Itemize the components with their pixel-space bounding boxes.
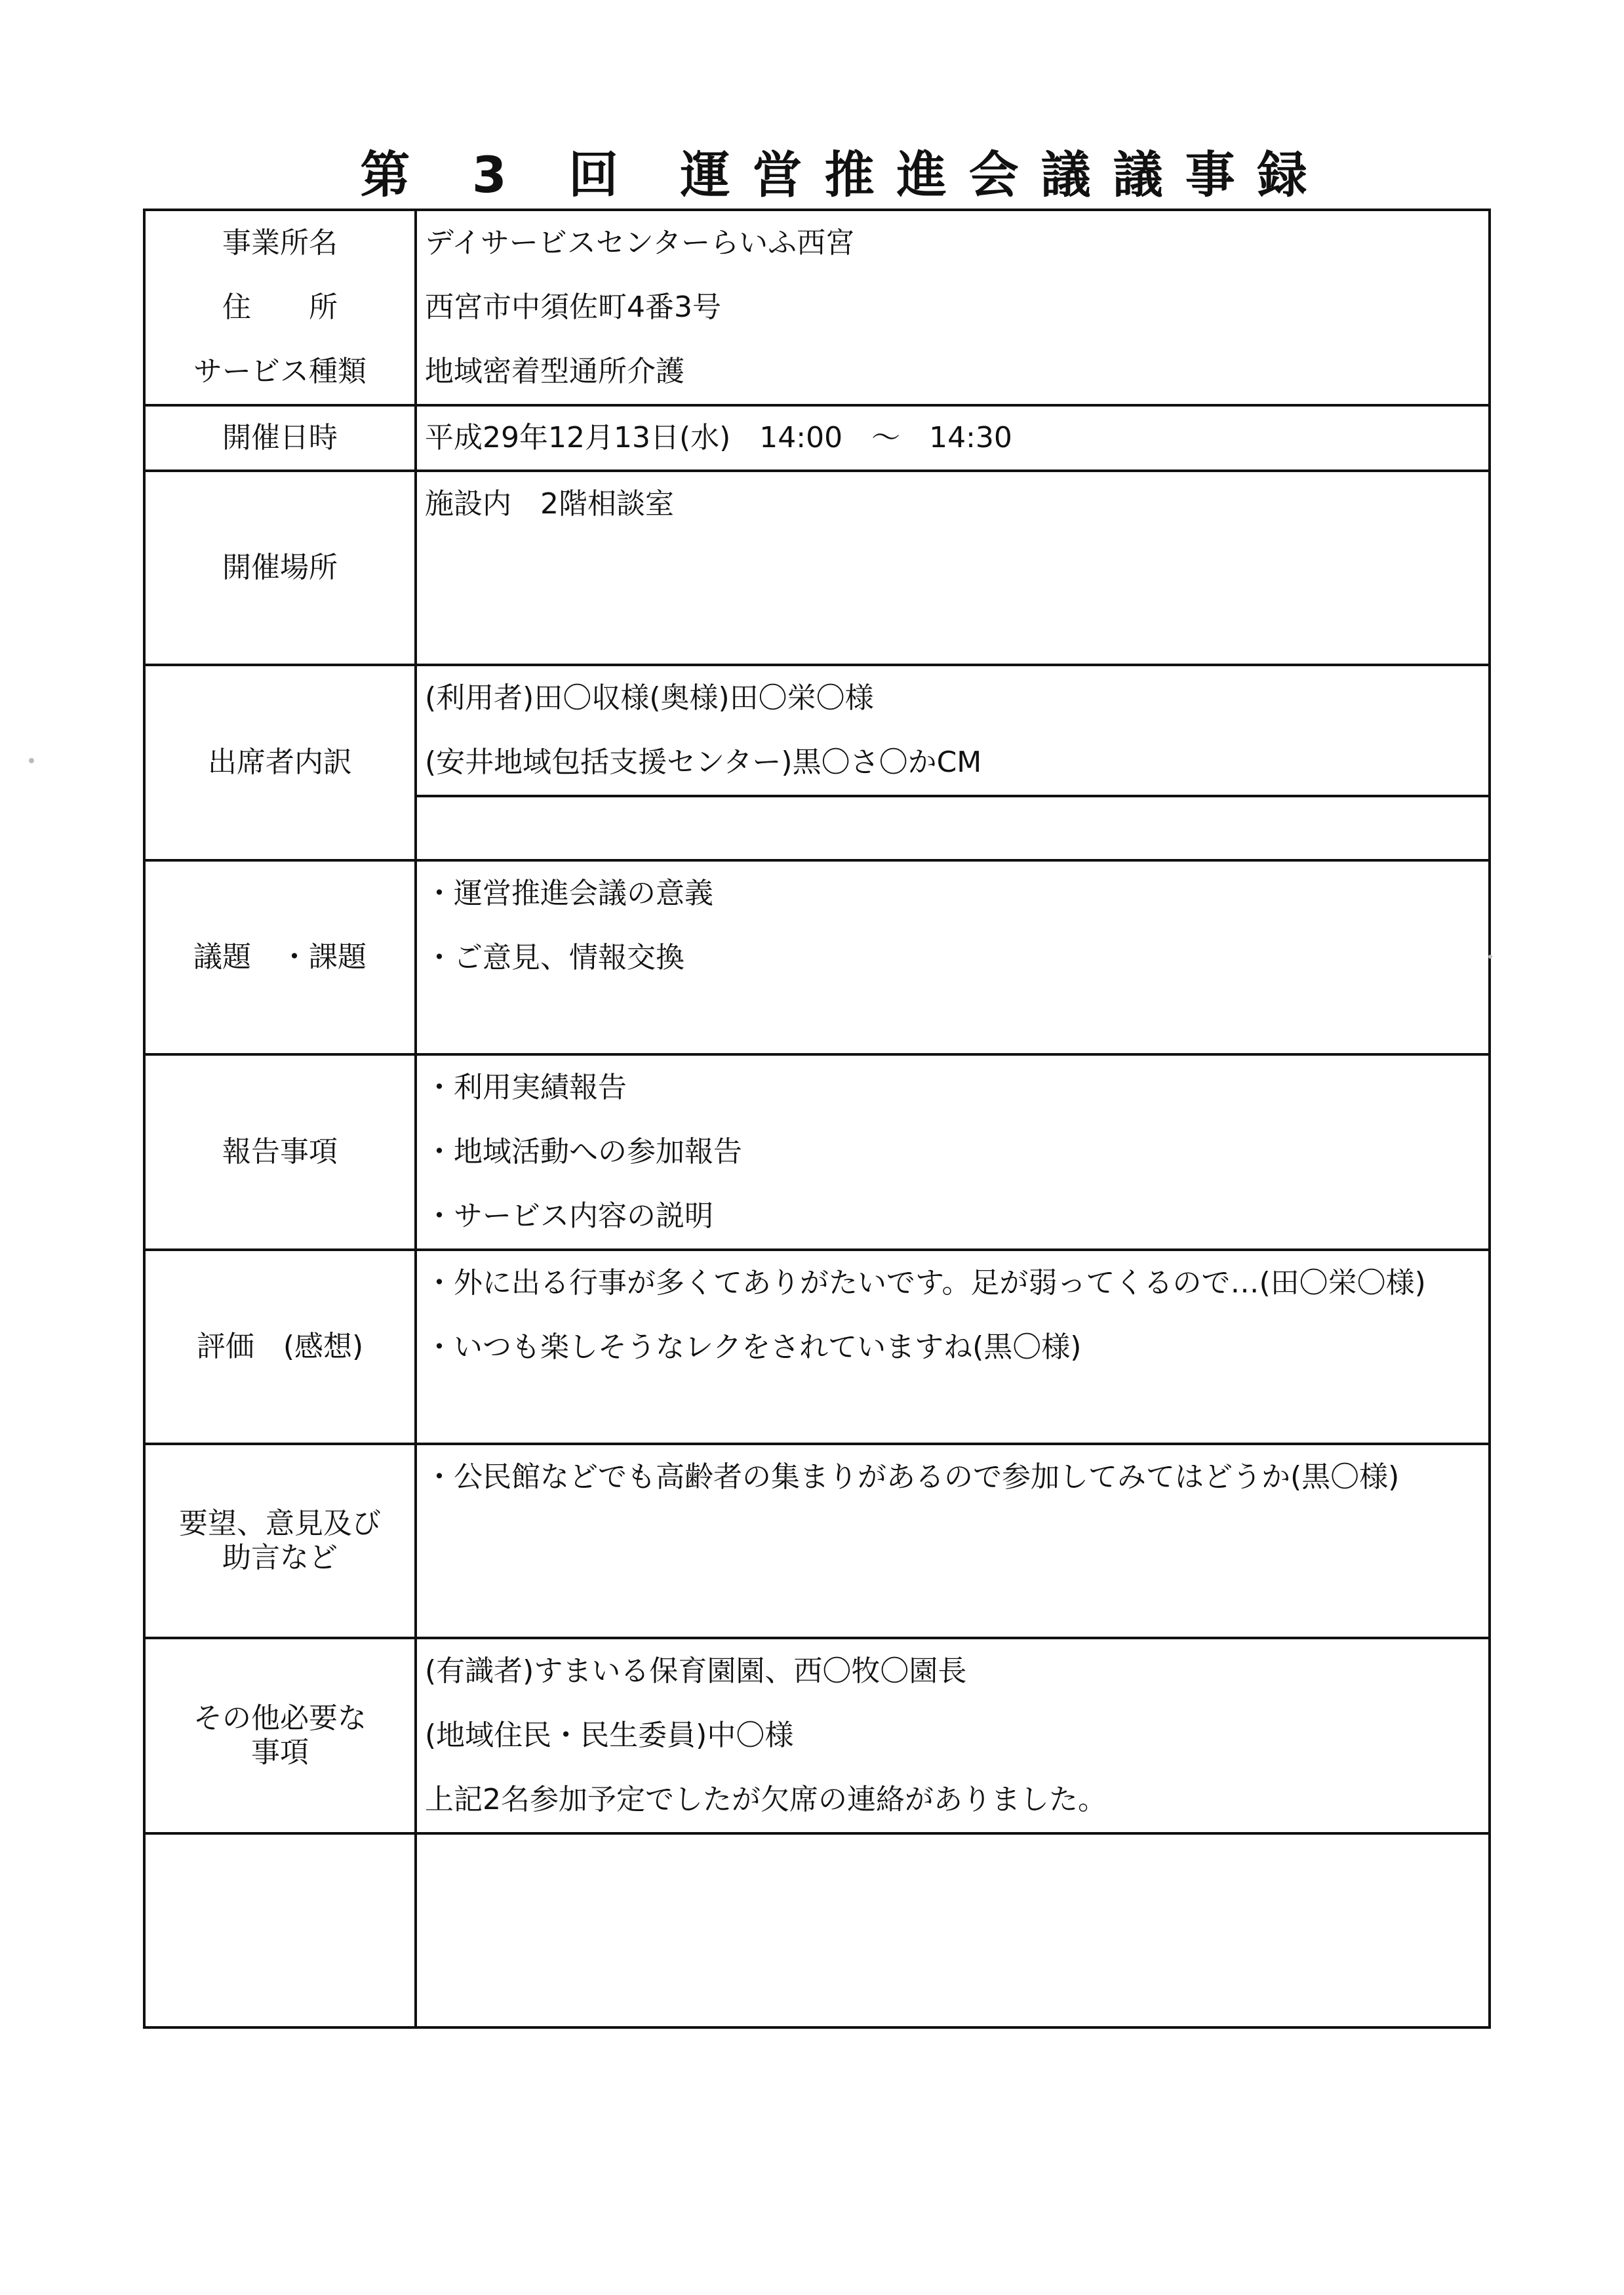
place-value: 施設内 2階相談室 — [425, 487, 674, 521]
facility-name-value: デイサービスセンターらいふ西宮 — [425, 226, 855, 260]
address-label: 住 所 — [222, 290, 338, 324]
requests-label-line: 要望、意見及び — [179, 1507, 381, 1540]
attendees-row — [144, 665, 1490, 860]
agenda-item: ・運営推進会議の意義 — [425, 877, 713, 910]
blank-value-cell — [416, 1833, 1490, 2027]
evaluation-comment: ・いつも楽しそうなレクをされていますね(黒〇様) — [425, 1330, 1082, 1364]
attendees-cell — [416, 665, 1490, 860]
report-item: ・サービス内容の説明 — [425, 1199, 713, 1233]
evaluation-row — [144, 1250, 1490, 1444]
agenda-cell — [416, 860, 1490, 1054]
evaluation-comment: ・外に出る行事が多くてありがたいです。足が弱ってくるので…(田〇栄〇様) — [425, 1266, 1426, 1300]
datetime-label: 開催日時 — [144, 405, 416, 471]
facility-values — [416, 210, 1490, 405]
facility-labels — [144, 210, 416, 405]
document-title: 第 3 回 運営推進会議議事録 — [360, 146, 1330, 204]
requests-row — [144, 1444, 1490, 1638]
attendees-blank-subrow — [417, 795, 1488, 859]
agenda-label: 議題 ・課題 — [144, 860, 416, 1054]
other-label-line: その他必要な — [193, 1702, 366, 1735]
datetime-cell — [416, 405, 1490, 471]
facility-row — [144, 210, 1490, 405]
blank-row — [144, 1833, 1490, 2027]
service-type-value: 地域密着型通所介護 — [425, 355, 684, 388]
request-comment: ・公民館などでも高齢者の集まりがあるので参加してみてはどうか(黒〇様) — [425, 1460, 1400, 1494]
place-cell — [416, 471, 1490, 665]
agenda-row — [144, 860, 1490, 1054]
other-item: 上記2名参加予定でしたが欠席の連絡がありました。 — [425, 1783, 1107, 1816]
report-item: ・地域活動への参加報告 — [425, 1135, 742, 1168]
scan-speck — [1488, 955, 1492, 959]
place-label: 開催場所 — [144, 471, 416, 665]
datetime-row — [144, 405, 1490, 471]
facility-name-label: 事業所名 — [222, 226, 338, 260]
evaluation-cell — [416, 1250, 1490, 1444]
datetime-value: 平成29年12月13日(水) 14:00 ～ 14:30 — [425, 421, 1012, 454]
scan-speck — [29, 758, 34, 763]
other-label-line: 事項 — [251, 1736, 309, 1769]
attendee-line: (利用者)田〇収様(奥様)田〇栄〇様 — [425, 681, 874, 715]
report-item: ・利用実績報告 — [425, 1071, 627, 1104]
report-cell — [416, 1054, 1490, 1250]
address-value: 西宮市中須佐町4番3号 — [425, 290, 721, 324]
blank-label-cell — [144, 1833, 416, 2027]
other-item: (有識者)すまいる保育園園、西〇牧〇園長 — [425, 1654, 967, 1688]
other-label — [144, 1638, 416, 1833]
minutes-table — [143, 209, 1491, 2029]
requests-label-line: 助言など — [222, 1541, 338, 1574]
requests-label — [144, 1444, 416, 1638]
other-row — [144, 1638, 1490, 1833]
requests-cell — [416, 1444, 1490, 1638]
place-row — [144, 471, 1490, 665]
evaluation-label: 評価 (感想) — [144, 1250, 416, 1444]
agenda-item: ・ご意見、情報交換 — [425, 941, 684, 974]
report-row — [144, 1054, 1490, 1250]
service-type-label: サービス種類 — [193, 355, 366, 388]
attendees-label: 出席者内訳 — [144, 665, 416, 860]
other-cell — [416, 1638, 1490, 1833]
report-label: 報告事項 — [144, 1054, 416, 1250]
attendee-line: (安井地域包括支援センター)黒〇さ〇かCM — [425, 746, 982, 779]
other-item: (地域住民・民生委員)中〇様 — [425, 1719, 794, 1752]
